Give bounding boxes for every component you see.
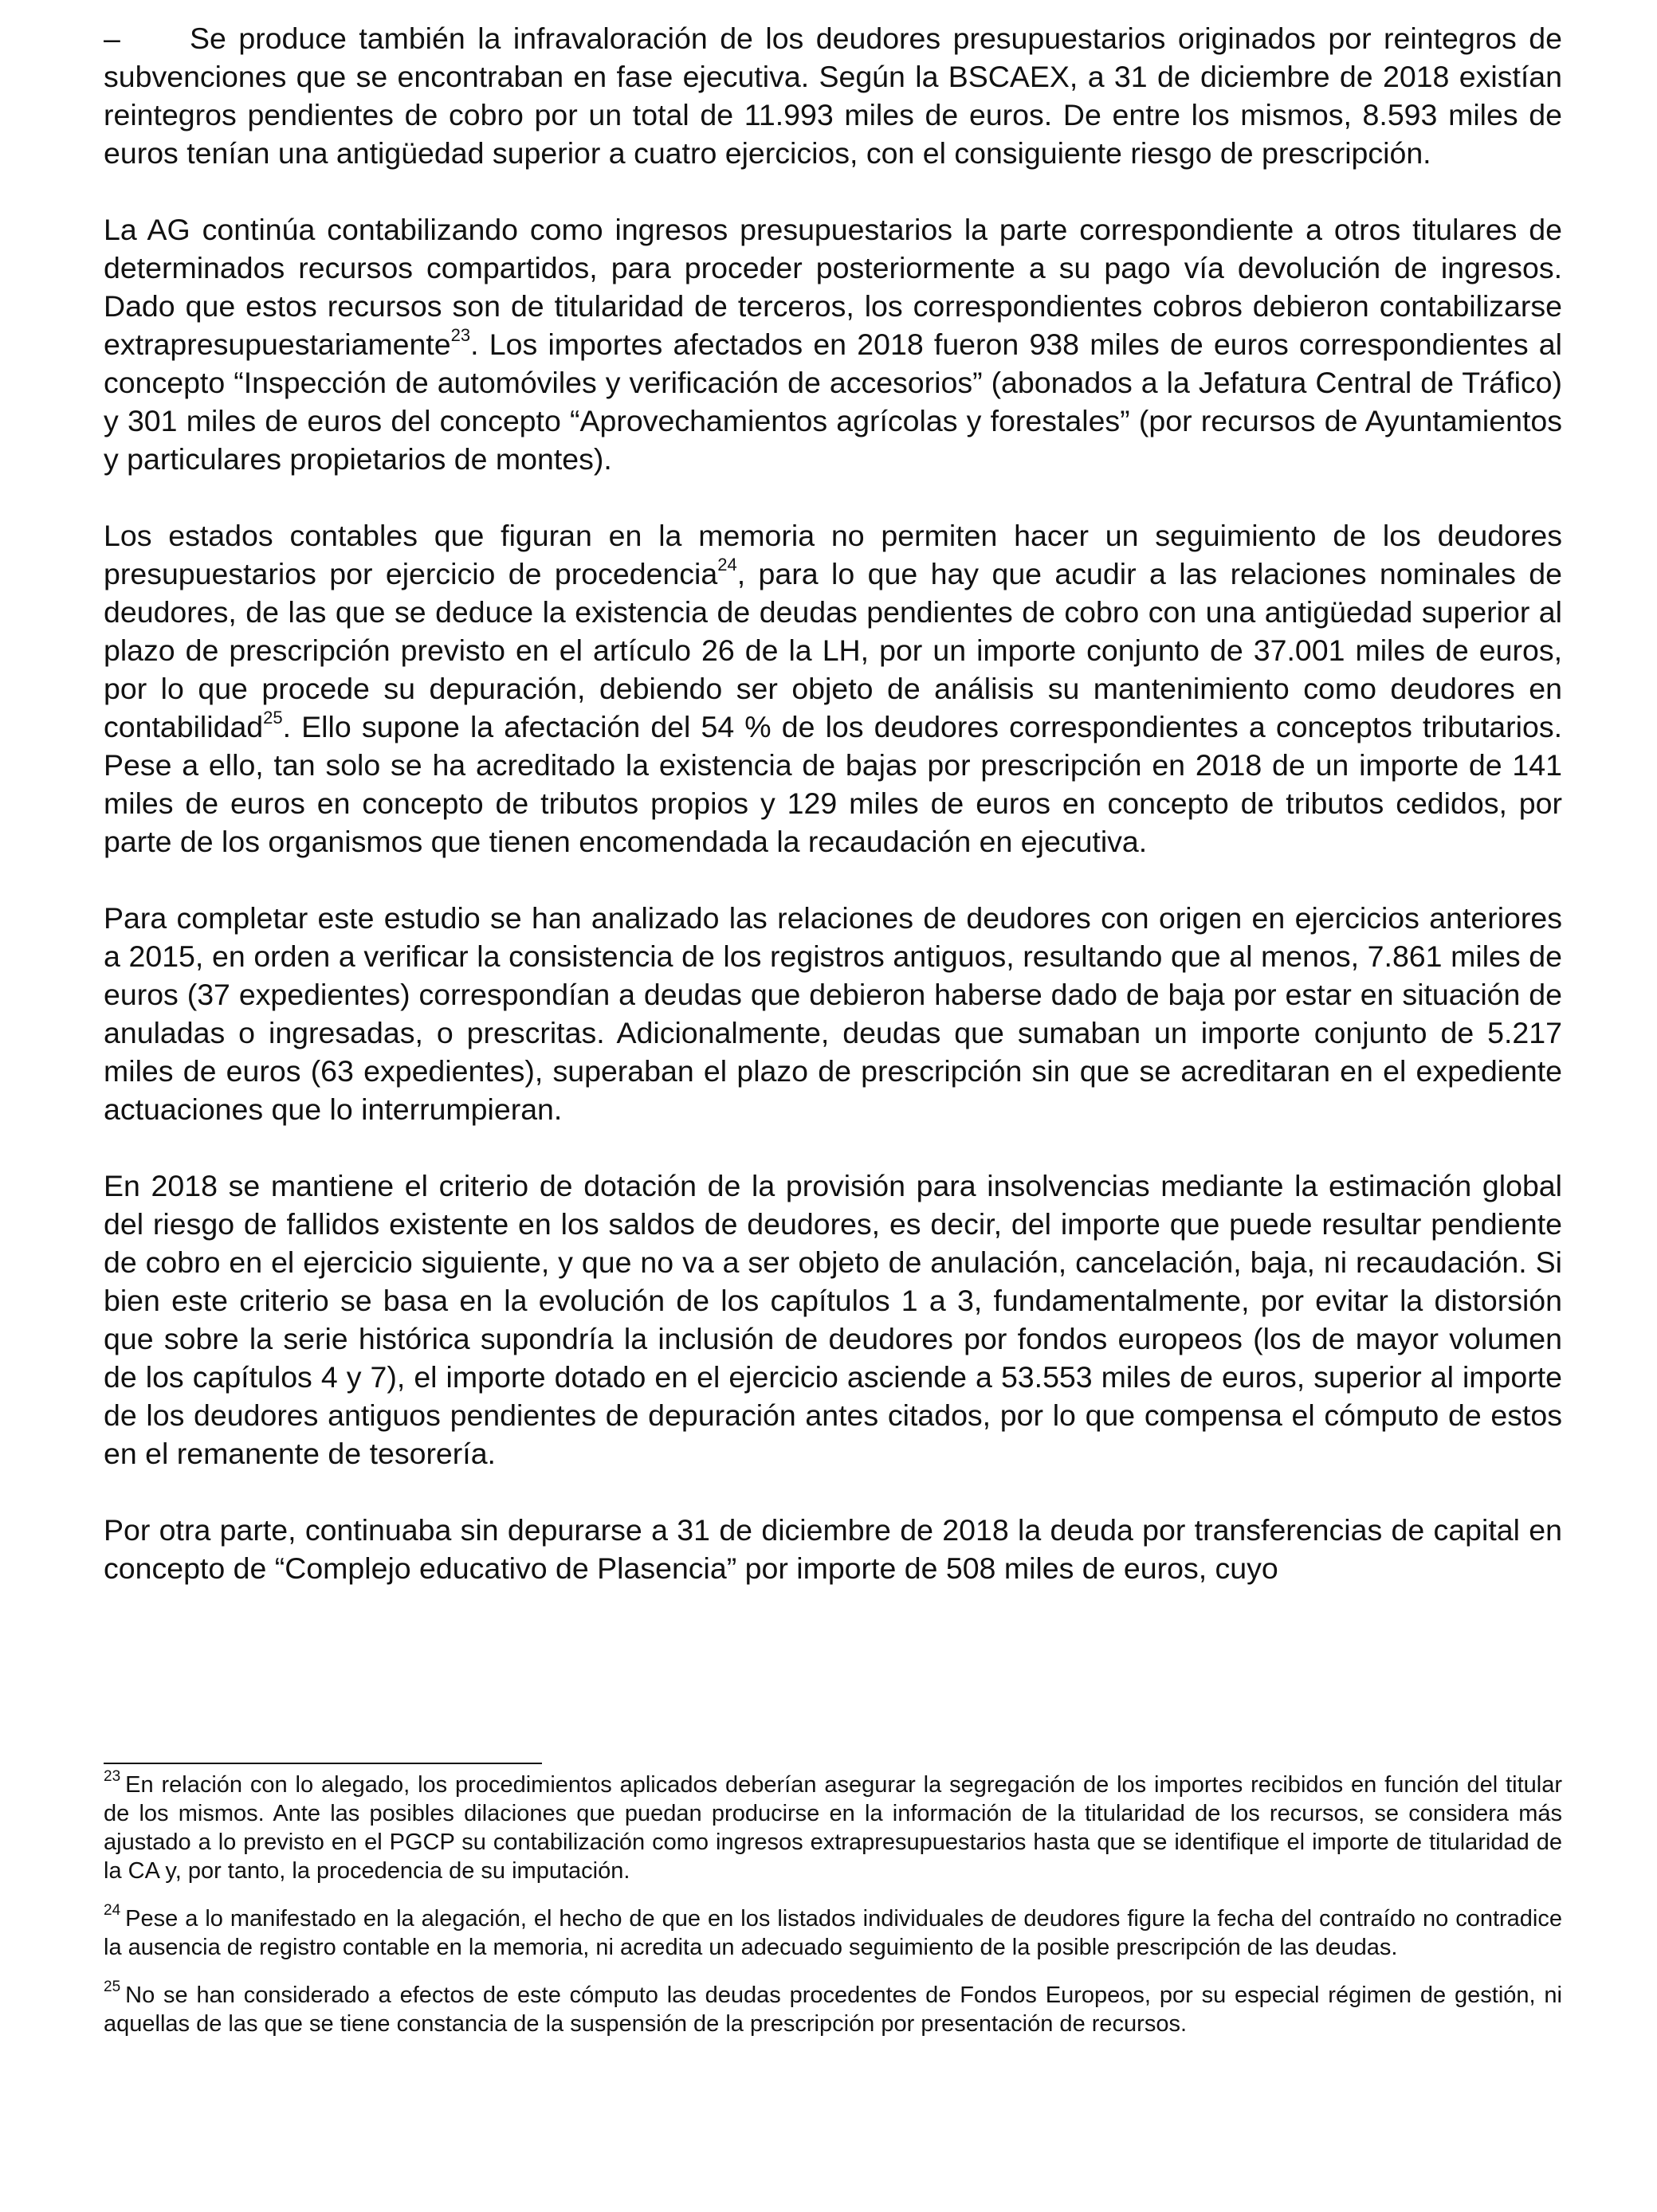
footnote-ref-23[interactable]: 23: [450, 324, 471, 345]
paragraph-recursos-compartidos: [104, 210, 1562, 478]
paragraph-text: Por otra parte, continuaba sin depurarse a 31 de diciembre de 2018 la deuda por transferencias de capital en concepto de “Complejo educativo de Plasencia” por importe de 508 miles de euros, cuyo: [104, 1513, 1562, 1585]
footnote-separator: [104, 1763, 542, 1764]
paragraph-text: . Los importes afectados en 2018 fueron 938 miles de euros correspondientes al concepto “Inspección de automóviles y verificación de accesorios” (abonados a la Jefatura Central de Tráfico) y 301 miles de euros del concepto “Aprovechamientos agrícolas y forestales” (por recursos de Ayuntamientos y particulares propietarios de montes).: [104, 327, 1562, 476]
footnote-text: No se han considerado a efectos de este cómputo las deudas procedentes de Fondos Europeos, por su especial régimen de gestión, ni aquellas de las que se tiene constancia de la suspensión de la prescripción por presentación de recursos.: [104, 1983, 1562, 2037]
footnote-number: 23: [104, 1768, 121, 1786]
paragraph-text: . Ello supone la afectación del 54 % de los deudores correspondientes a conceptos tributarios. Pese a ello, tan solo se ha acreditado la existencia de bajas por prescripción en 2018 de un importe de 141 miles de euros en concepto de tributos propios y 129 miles de euros en concepto de tributos cedidos, por parte de los organismos que tienen encomendada la recaudación en ejecutiva.: [104, 710, 1562, 858]
footnotes-section: [104, 1768, 1562, 2057]
paragraph-provision-insolvencias: [104, 1167, 1562, 1473]
footnote-number: 24: [104, 1902, 121, 1920]
document-body: [104, 19, 1562, 1626]
footnote-24: [104, 1904, 1562, 1962]
footnote-text: En relación con lo alegado, los procedimientos aplicados deberían asegurar la segregación de los importes recibidos en función del titular de los mismos. Ante las posibles dilaciones que puedan producirse en la información de la titularidad de los recursos, se considera más ajustado a lo previsto en el PGCP su contabilización como ingresos extrapresupuestarios hasta que se identifique el importe de titularidad de la CA y, por tanto, la procedencia de su imputación.: [104, 1772, 1562, 1884]
paragraph-text: La AG continúa contabilizando como ingresos presupuestarios la parte correspondiente a otros titulares de determinados recursos compartidos, para proceder posteriormente a su pago vía devolución de ingresos. Dado que estos recursos son de titularidad de terceros, los correspondientes cobros debieron contabilizarse extrapresupuestariamente: [104, 213, 1562, 361]
footnote-25: [104, 1981, 1562, 2038]
footnote-23: [104, 1768, 1562, 1885]
footnote-number: 25: [104, 1979, 121, 1996]
footnote-ref-25[interactable]: 25: [263, 707, 283, 728]
paragraph-reintegros: [104, 19, 1562, 172]
paragraph-text: Los estados contables que figuran en la memoria no permiten hacer un seguimiento de los deudores presupuestarios por ejercicio de procedencia: [104, 519, 1562, 590]
paragraph-text: Se produce también la infravaloración de los deudores presupuestarios originados por reintegros de subvenciones que se encontraban en fase ejecutiva. Según la BSCAEX, a 31 de diciembre de 2018 existían reintegros pendientes de cobro por un total de 11.993 miles de euros. De entre los mismos, 8.593 miles de euros tenían una antigüedad superior a cuatro ejercicios, con el consiguiente riesgo de prescripción.: [104, 22, 1562, 170]
paragraph-estados-contables: [104, 516, 1562, 861]
list-dash: –: [104, 22, 120, 55]
footnote-ref-24[interactable]: 24: [717, 554, 737, 575]
footnote-text: Pese a lo manifestado en la alegación, el hecho de que en los listados individuales de deudores figure la fecha del contraído no contradice la ausencia de registro contable en la memoria, ni acredita un adecuado seguimiento de la posible prescripción de las deudas.: [104, 1906, 1562, 1960]
paragraph-complejo-educativo: [104, 1511, 1562, 1587]
paragraph-text: , para lo que hay que acudir a las relaciones nominales de deudores, de las que se deduce la existencia de deudas pendientes de cobro con una antigüedad superior al plazo de prescripción previsto en el artículo 26 de la LH, por un importe conjunto de 37.001 miles de euros, por lo que procede su depuración, debiendo ser objeto de análisis su mantenimiento como deudores en contabilidad: [104, 557, 1562, 743]
paragraph-text: Para completar este estudio se han analizado las relaciones de deudores con origen en ejercicios anteriores a 2015, en orden a verificar la consistencia de los registros antiguos, resultando que al menos, 7.861 miles de euros (37 expedientes) correspondían a deudas que debieron haberse dado de baja por estar en situación de anuladas o ingresadas, o prescritas. Adicionalmente, deudas que sumaban un importe conjunto de 5.217 miles de euros (63 expedientes), superaban el plazo de prescripción sin que se acreditaran en el expediente actuaciones que lo interrumpieran.: [104, 901, 1562, 1126]
paragraph-text: En 2018 se mantiene el criterio de dotación de la provisión para insolvencias mediante la estimación global del riesgo de fallidos existente en los saldos de deudores, es decir, del importe que puede resultar pendiente de cobro en el ejercicio siguiente, y que no va a ser objeto de anulación, cancelación, baja, ni recaudación. Si bien este criterio se basa en la evolución de los capítulos 1 a 3, fundamentalmente, por evitar la distorsión que sobre la serie histórica supondría la inclusión de deudores por fondos europeos (los de mayor volumen de los capítulos 4 y 7), el importe dotado en el ejercicio asciende a 53.553 miles de euros, superior al importe de los deudores antiguos pendientes de depuración antes citados, por lo que compensa el cómputo de estos en el remanente de tesorería.: [104, 1169, 1562, 1470]
paragraph-estudio-deudores: [104, 899, 1562, 1128]
